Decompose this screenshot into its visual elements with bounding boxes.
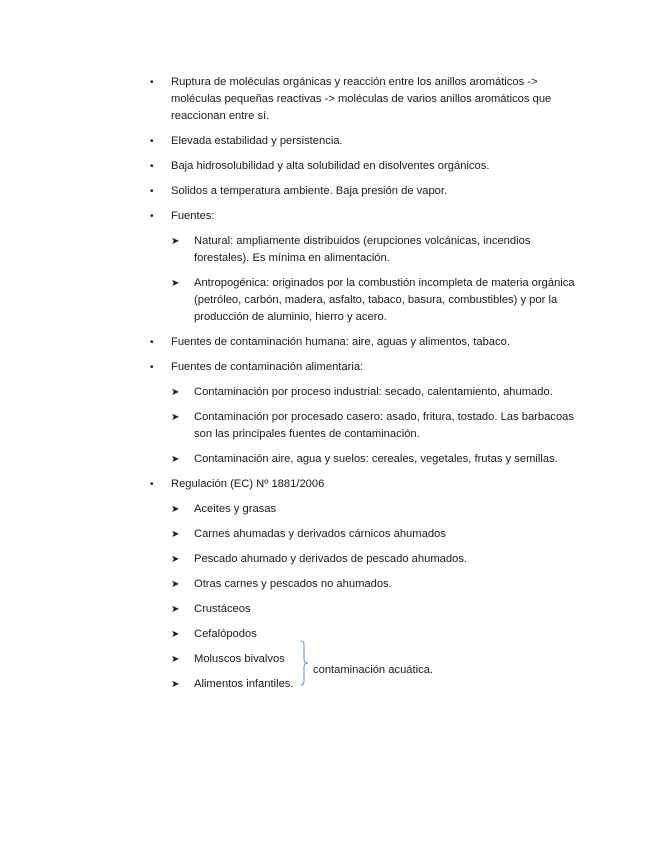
list-item-text: Ruptura de moléculas orgánicas y reacción entre los anillos aromáticos -> moléculas pequeñas reactivas -> moléculas de varios anillos aromáticos que reaccionan entre sí. — [171, 76, 552, 122]
main-bullet-list — [150, 74, 580, 693]
sublist-item-text: Crustáceos — [194, 603, 251, 615]
bullet-icon: • — [150, 337, 154, 348]
list-item-text: Solidos a temperatura ambiente. Baja presión de vapor. — [171, 185, 448, 197]
sublist-item — [171, 409, 580, 443]
sublist-item-text: Antropogénica: originados por la combustión incompleta de materia orgánica (petróleo, carbón, madera, asfalto, tabaco, basura, combustibles) y por la producción de aluminio, hierro y acero. — [194, 277, 575, 323]
sublist-item — [171, 626, 580, 643]
arrow-bullet-icon: ➤ — [171, 236, 180, 247]
arrow-bullet-icon: ➤ — [171, 579, 180, 590]
sublist-item-text: Aceites y grasas — [194, 503, 277, 515]
sublist-item-text: Pescado ahumado y derivados de pescado ahumados. — [194, 553, 468, 565]
sublist-item-text: Otras carnes y pescados no ahumados. — [194, 578, 392, 590]
arrow-bullet-icon: ➤ — [171, 504, 180, 515]
arrow-bullet-icon: ➤ — [171, 679, 180, 690]
list-item — [150, 133, 580, 150]
sublist-item-text: Natural: ampliamente distribuidos (erupciones volcánicas, incendios forestales). Es mínima en alimentación. — [194, 235, 531, 264]
list-item — [150, 183, 580, 200]
brace-shape — [301, 641, 308, 685]
list-item-text: Elevada estabilidad y persistencia. — [171, 135, 343, 147]
sublist-item — [171, 275, 580, 326]
alimentaria-sublist — [171, 384, 580, 468]
sublist-item-text: Moluscos bivalvos — [194, 653, 285, 665]
list-item-regulacion — [150, 476, 580, 693]
sublist-item-text: Contaminación aire, agua y suelos: cereales, vegetales, frutas y semillas. — [194, 453, 558, 465]
sublist-item-text: Carnes ahumadas y derivados cárnicos ahumados — [194, 528, 446, 540]
sublist-item — [171, 526, 580, 543]
sublist-item — [171, 233, 580, 267]
brace-annotation: contaminación acuática. — [313, 664, 434, 676]
list-item — [150, 74, 580, 125]
arrow-bullet-icon: ➤ — [171, 278, 180, 289]
bullet-icon: • — [150, 136, 154, 147]
sublist-item — [171, 451, 580, 468]
fuentes-sublist — [171, 233, 580, 326]
sublist-item — [171, 384, 580, 401]
sublist-item — [171, 551, 580, 568]
arrow-bullet-icon: ➤ — [171, 387, 180, 398]
arrow-bullet-icon: ➤ — [171, 454, 180, 465]
document-body — [150, 74, 580, 701]
list-item-text: Fuentes de contaminación humana: aire, aguas y alimentos, tabaco. — [171, 336, 510, 348]
bullet-icon: • — [150, 186, 154, 197]
bullet-icon: • — [150, 211, 154, 222]
bullet-icon: • — [150, 479, 154, 490]
list-item-fuentes — [150, 208, 580, 326]
list-item-text: Baja hidrosolubilidad y alta solubilidad en disolventes orgánicos. — [171, 160, 490, 172]
list-item — [150, 334, 580, 351]
sublist-item — [171, 576, 580, 593]
sublist-item — [171, 601, 580, 618]
arrow-bullet-icon: ➤ — [171, 412, 180, 423]
list-item-alimentaria — [150, 359, 580, 468]
sublist-item-text: Contaminación por proceso industrial: secado, calentamiento, ahumado. — [194, 386, 553, 398]
list-item-text: Fuentes: — [171, 210, 215, 222]
bullet-icon: • — [150, 161, 154, 172]
curly-brace-icon — [300, 640, 310, 686]
list-item-text: Fuentes de contaminación alimentaria: — [171, 361, 364, 373]
sublist-item-text: Contaminación por procesado casero: asado, fritura, tostado. Las barbacoas son las principales fuentes de contaminación. — [194, 411, 574, 440]
arrow-bullet-icon: ➤ — [171, 554, 180, 565]
sublist-item — [171, 501, 580, 518]
bullet-icon: • — [150, 77, 154, 88]
list-item — [150, 158, 580, 175]
list-item-text: Regulación (EC) Nº 1881/2006 — [171, 478, 325, 490]
sublist-item-text: Cefalópodos — [194, 628, 257, 640]
arrow-bullet-icon: ➤ — [171, 629, 180, 640]
arrow-bullet-icon: ➤ — [171, 529, 180, 540]
arrow-bullet-icon: ➤ — [171, 654, 180, 665]
arrow-bullet-icon: ➤ — [171, 604, 180, 615]
bullet-icon: • — [150, 362, 154, 373]
sublist-item-text: Alimentos infantiles. — [194, 678, 294, 690]
